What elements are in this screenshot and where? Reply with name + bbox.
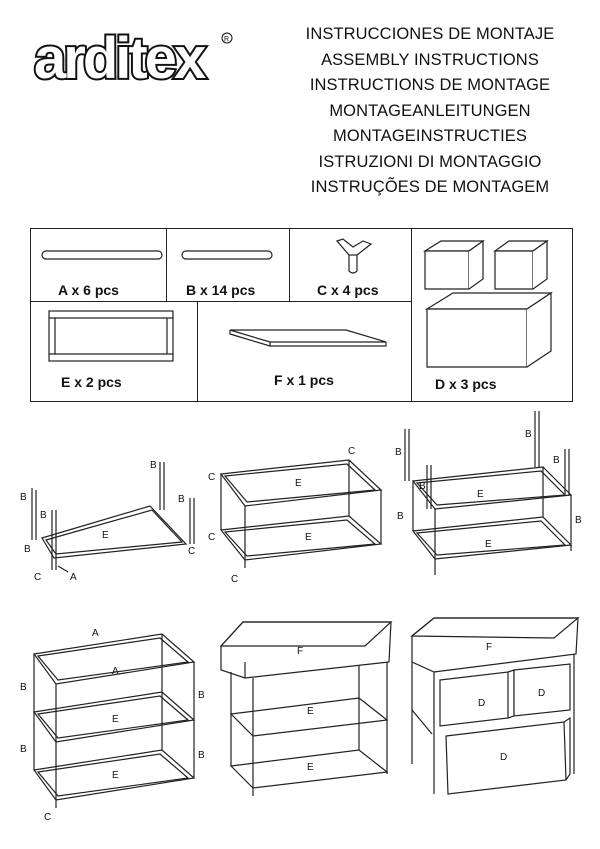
step1-label-e: E — [102, 530, 109, 541]
divider — [166, 229, 167, 301]
step4-label-a: A — [112, 666, 119, 677]
part-e-shelf — [47, 309, 177, 363]
step2-label-e: E — [305, 532, 312, 543]
step3-label-e: E — [485, 539, 492, 550]
part-b-label: B x 14 pcs — [186, 282, 256, 298]
arditex-logo — [30, 24, 240, 94]
step6-label-d: D — [538, 688, 546, 699]
step4-label-c: C — [44, 812, 52, 823]
part-f-label: F x 1 pcs — [274, 372, 334, 388]
title-it: ISTRUZIONI DI MONTAGGIO — [318, 152, 542, 171]
divider — [289, 229, 290, 301]
step2-label-c: C — [208, 532, 216, 543]
title-pt: INSTRUÇÕES DE MONTAGEM — [310, 178, 550, 196]
step2-label-c: C — [208, 472, 216, 483]
step2-label-c: C — [348, 446, 356, 457]
step3-label-b: B — [525, 429, 532, 440]
step6-label-d: D — [500, 752, 508, 763]
step-3-diagram — [395, 405, 590, 590]
title-fr: INSTRUCTIONS DE MONTAGE — [309, 76, 551, 94]
step3-label-b: B — [397, 511, 404, 522]
divider — [197, 301, 198, 401]
step-2-diagram — [205, 440, 395, 585]
step3-label-b: B — [575, 515, 582, 526]
title-nl: MONTAGEINSTRUCTIES — [333, 127, 527, 145]
step1-label-b: B — [40, 510, 47, 521]
step4-label-b: B — [20, 682, 27, 693]
svg-text:arditex: arditex — [34, 26, 204, 91]
title-es: INSTRUCCIONES DE MONTAJE — [305, 25, 555, 43]
step3-label-e: E — [477, 489, 484, 500]
parts-list — [30, 228, 573, 402]
step-6-diagram — [404, 614, 594, 814]
part-a-label: A x 6 pcs — [58, 282, 119, 298]
svg-text:R: R — [224, 36, 230, 43]
step4-label-a: A — [92, 628, 99, 639]
part-d-boxes — [417, 235, 567, 375]
step2-label-c: C — [231, 574, 239, 585]
part-d-label: D x 3 pcs — [435, 376, 497, 392]
step1-label-c: C — [188, 546, 196, 557]
title-en: ASSEMBLY INSTRUCTIONS — [321, 50, 539, 69]
step1-label-b: B — [178, 494, 185, 505]
step1-label-c: C — [34, 572, 42, 583]
step4-label-b: B — [20, 744, 27, 755]
step3-label-b: B — [395, 447, 402, 458]
step4-label-e: E — [112, 714, 119, 725]
step1-label-b: B — [20, 492, 27, 503]
divider — [31, 301, 411, 302]
step4-label-e: E — [112, 770, 119, 781]
step5-label-e: E — [307, 762, 314, 773]
step4-label-b: B — [198, 690, 205, 701]
part-c-label: C x 4 pcs — [317, 282, 379, 298]
step6-label-d: D — [478, 698, 486, 709]
step3-label-b: B — [553, 455, 560, 466]
step2-label-e: E — [295, 478, 302, 489]
step5-label-f: F — [297, 646, 304, 657]
part-a-tube — [41, 249, 166, 263]
step4-label-b: B — [198, 750, 205, 761]
step-1-diagram — [14, 448, 204, 588]
step-4-diagram — [16, 624, 216, 824]
title-de: MONTAGEANLEITUNGEN — [329, 101, 531, 120]
title-block — [280, 22, 580, 201]
part-c-connector — [331, 235, 381, 281]
divider — [411, 229, 412, 401]
step3-label-b: B — [419, 481, 426, 492]
step1-label-b: B — [150, 460, 157, 471]
part-f-top — [226, 324, 391, 354]
step-5-diagram — [215, 616, 400, 811]
part-e-label: E x 2 pcs — [61, 374, 122, 390]
step1-label-a: A — [70, 572, 77, 583]
step6-label-f: F — [486, 642, 493, 653]
step5-label-e: E — [307, 706, 314, 717]
part-b-tube — [181, 249, 281, 263]
step1-label-b: B — [24, 544, 31, 555]
